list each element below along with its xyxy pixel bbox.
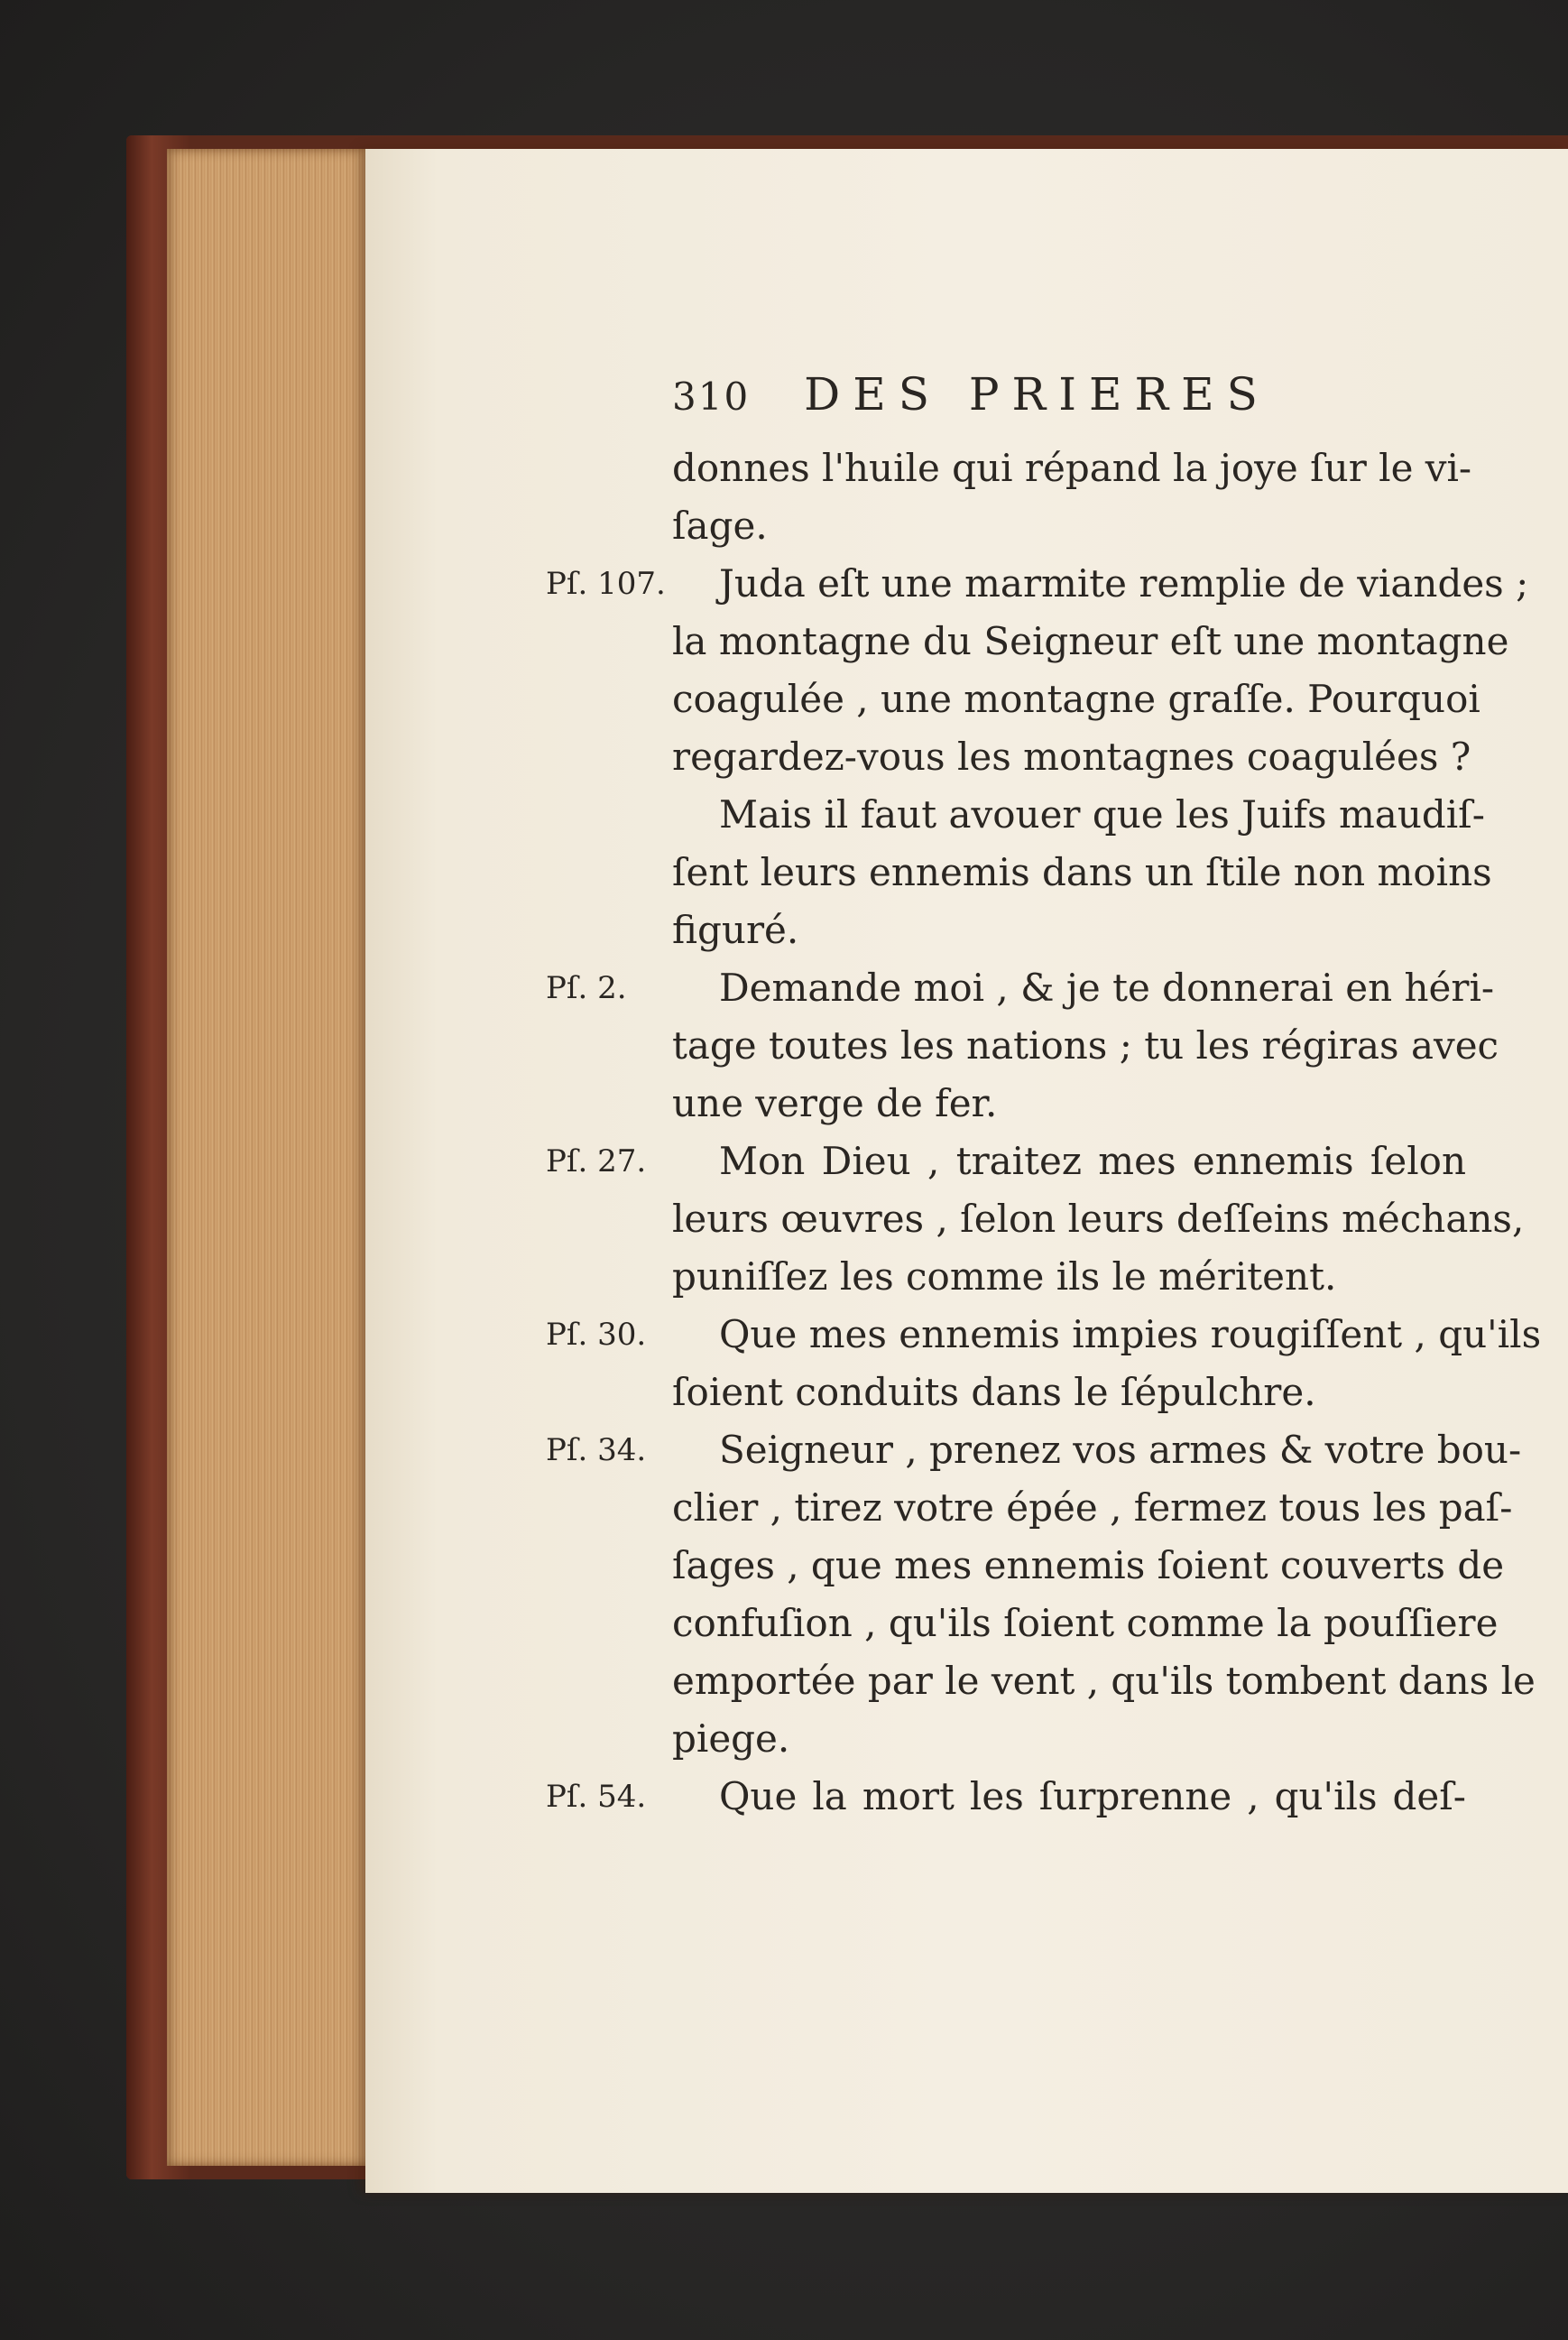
text-line: piege.: [672, 1716, 790, 1761]
text-line: Que mes ennemis impies rougiſſent , qu'ils: [719, 1312, 1542, 1356]
text-line: ſent leurs ennemis dans un ſtile non moins: [672, 850, 1492, 894]
book-page: [365, 149, 1568, 2193]
psalm-reference: Pſ. 27.: [546, 1143, 647, 1179]
running-title: DES PRIERES: [804, 368, 1270, 421]
psalm-reference: Pſ. 30.: [546, 1317, 647, 1353]
text-line: Que la mort les ſurprenne , qu'ils deſ-: [719, 1774, 1466, 1818]
psalm-reference: Pſ. 2.: [546, 970, 627, 1006]
page-header: [672, 358, 1484, 430]
page-text: [365, 149, 1568, 2193]
text-line: tage toutes les nations ; tu les régiras avec: [672, 1023, 1499, 1068]
psalm-reference: Pſ. 54.: [546, 1779, 647, 1815]
text-line: donnes l'huile qui répand la joye ſur le vi-: [672, 446, 1472, 490]
text-line: confuſion , qu'ils ſoient comme la pouſſiere: [672, 1601, 1499, 1645]
text-line: la montagne du Seigneur eſt une montagne: [672, 619, 1509, 663]
text-line: leurs œuvres , ſelon leurs deſſeins méchans,: [672, 1197, 1525, 1241]
text-line: figuré.: [672, 908, 799, 952]
text-line: puniſſez les comme ils le méritent.: [672, 1254, 1337, 1299]
psalm-reference: Pſ. 107.: [546, 566, 666, 602]
text-line: coagulée , une montagne graſſe. Pourquoi: [672, 677, 1480, 721]
text-line: emportée par le vent , qu'ils tombent dans le: [672, 1659, 1536, 1703]
text-line: ſoient conduits dans le ſépulchre.: [672, 1370, 1316, 1414]
text-line: Mais il faut avouer que les Juifs maudiſ-: [719, 792, 1485, 837]
text-line: ſages , que mes ennemis ſoient couverts de: [672, 1543, 1505, 1587]
page-edges: [167, 149, 374, 2166]
text-line: ſage.: [672, 504, 768, 548]
text-line: Demande moi , & je te donnerai en héri-: [719, 966, 1495, 1010]
page-number: 310: [672, 375, 751, 419]
text-line: clier , tirez votre épée , fermez tous les paſ-: [672, 1485, 1513, 1530]
text-line: regardez-vous les montagnes coagulées ?: [672, 735, 1471, 779]
psalm-reference: Pſ. 34.: [546, 1432, 647, 1468]
text-line: une verge de fer.: [672, 1081, 998, 1125]
text-line: Juda eſt une marmite remplie de viandes ;: [719, 561, 1529, 606]
text-line: Seigneur , prenez vos armes & votre bou-: [719, 1428, 1522, 1472]
text-line: Mon Dieu , traitez mes ennemis ſelon: [719, 1139, 1466, 1183]
